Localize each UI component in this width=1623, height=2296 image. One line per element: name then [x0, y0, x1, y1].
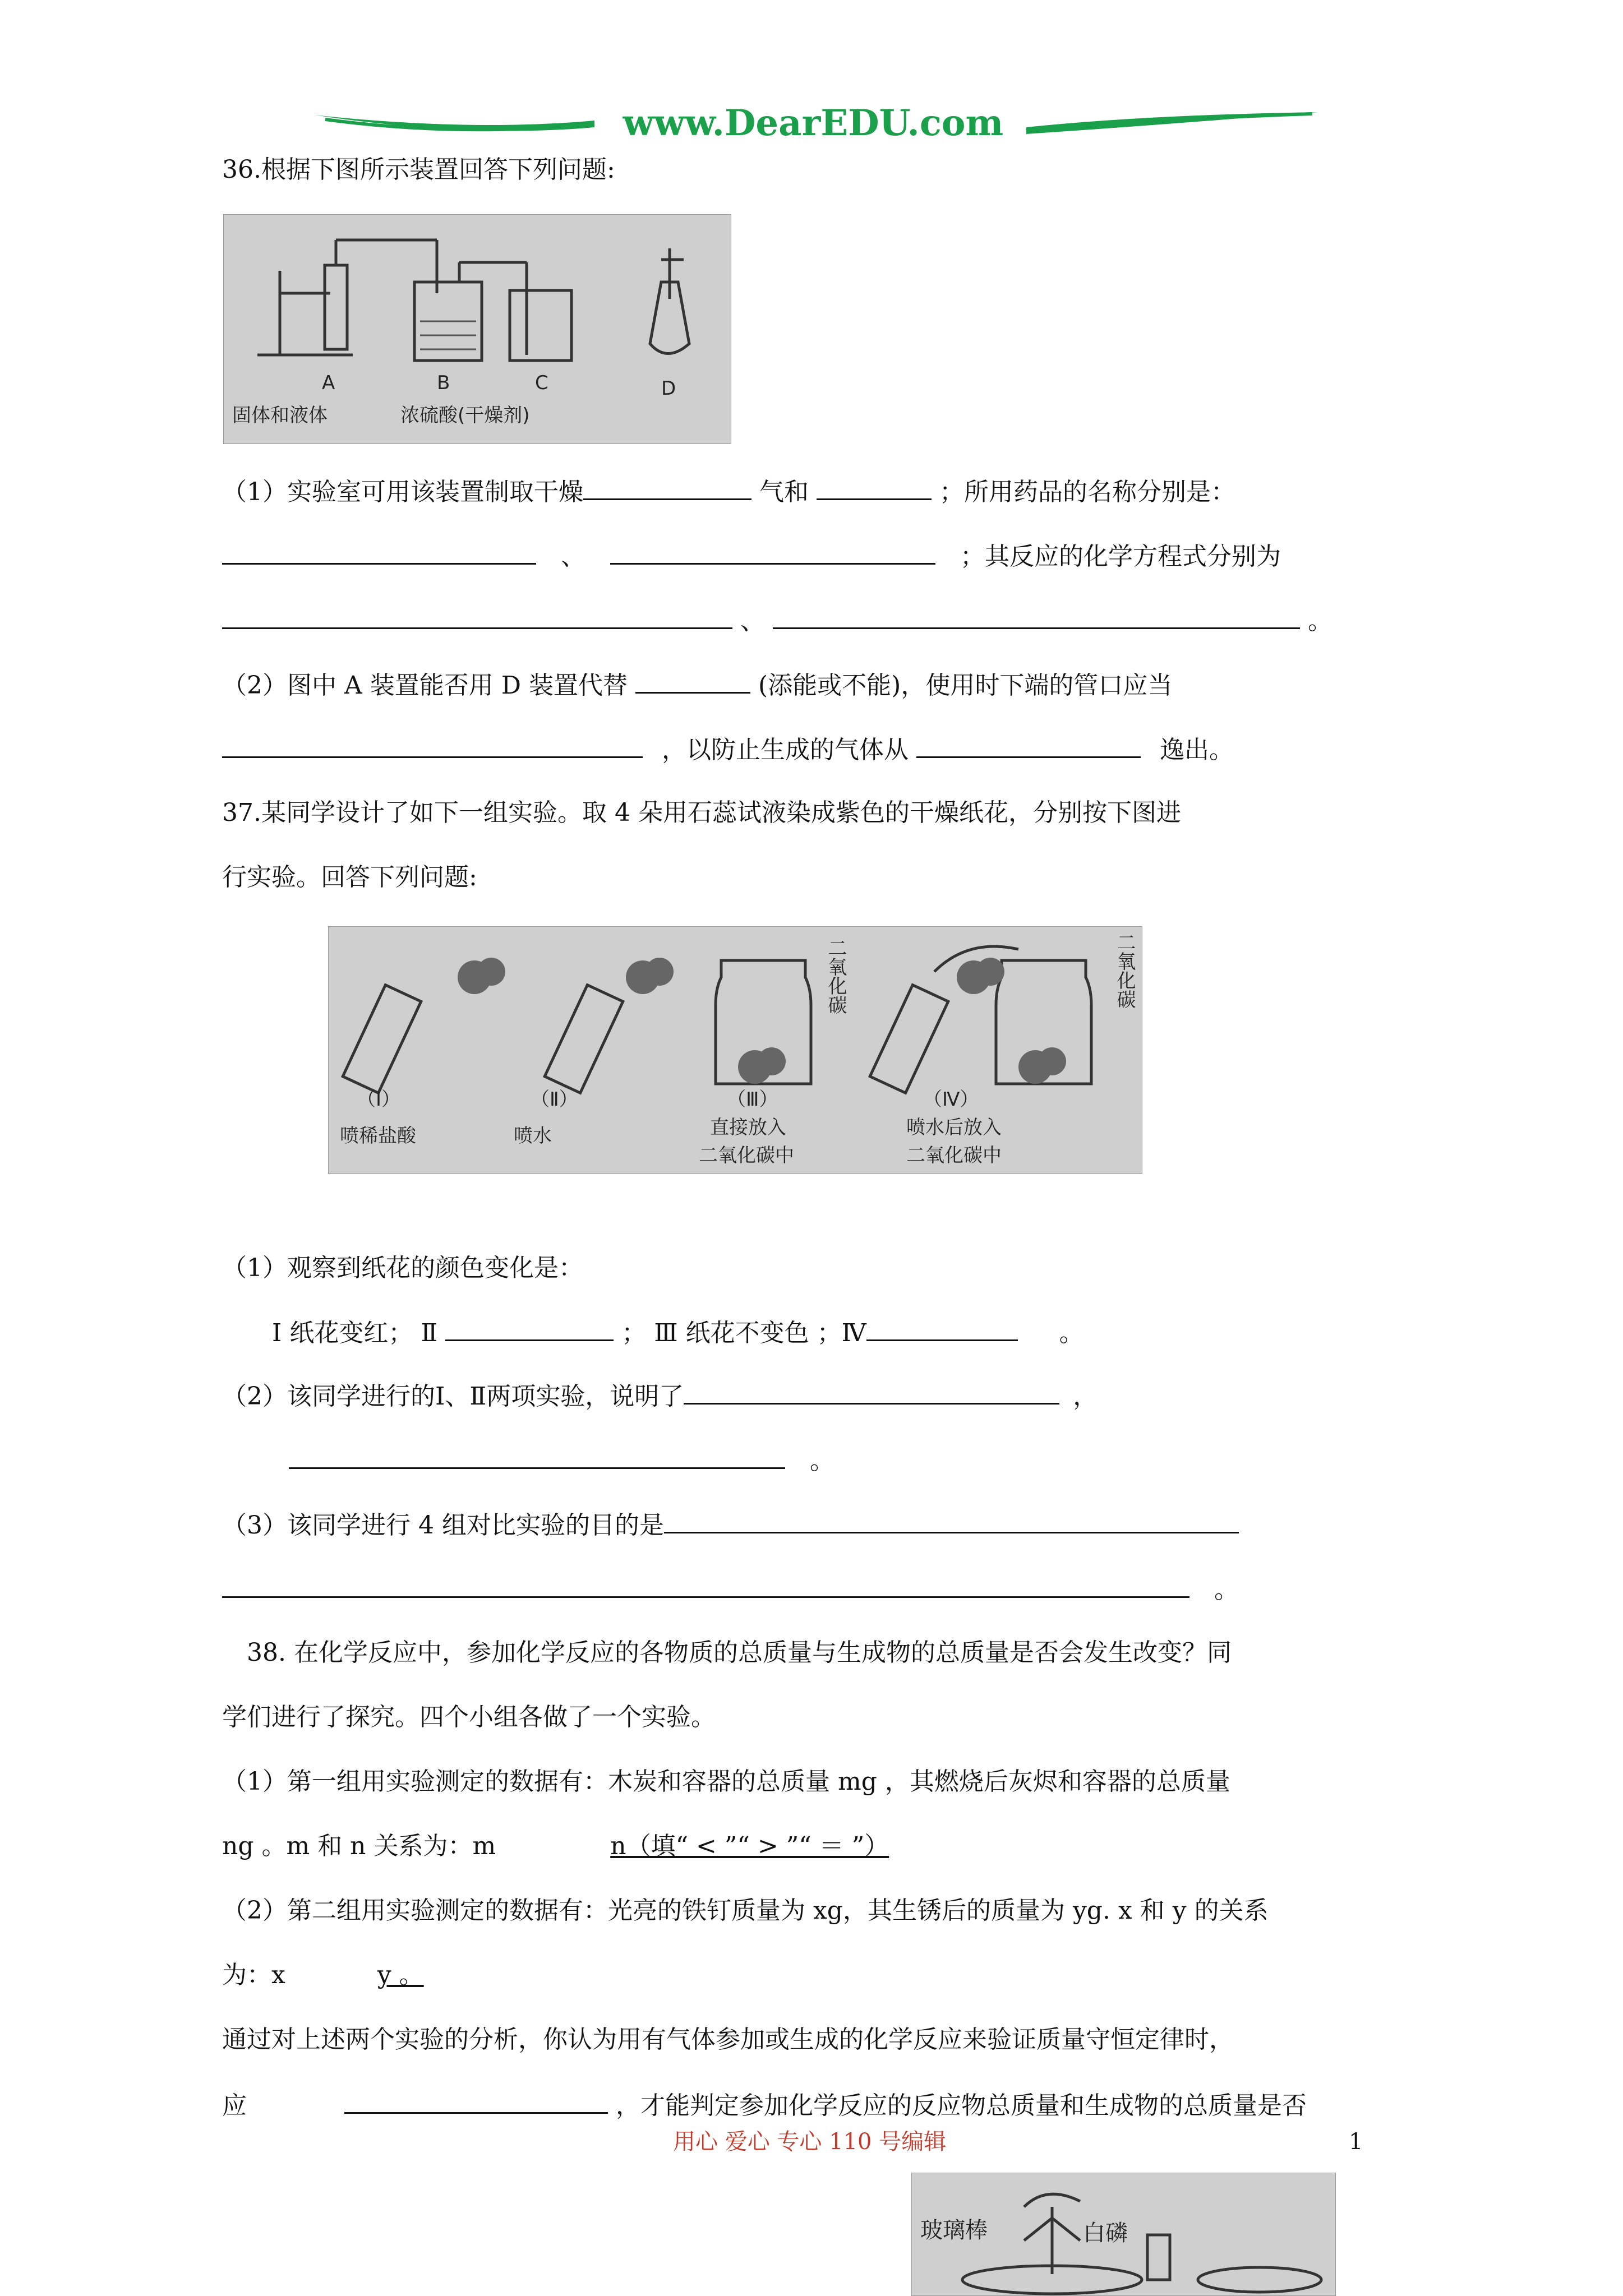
fig-caption-b: 浓硫酸(干燥剂): [400, 404, 530, 427]
q37-p3-line1: （3）该同学进行 4 组对比实验的目的是: [222, 1507, 1239, 1542]
answer-blank[interactable]: [222, 1572, 1189, 1598]
answer-blank[interactable]: [817, 474, 932, 500]
q37-p2-line2: 。: [289, 1443, 834, 1478]
q37-p3-line2: 。: [222, 1572, 1239, 1607]
q38-p2-line1: （2）第二组用实验测定的数据有：光亮的铁钉质量为 xg，其生锈后的质量为 yg. x 和 y 的关系: [222, 1896, 1269, 1925]
q36-stem: 36.根据下图所示装置回答下列问题:: [222, 155, 615, 184]
answer-blank[interactable]: [344, 2087, 608, 2114]
q36-apparatus-figure: [223, 214, 731, 444]
q38-p3-line2: 应 ，才能判定参加化学反应的反应物总质量和生成物的总质量是否: [222, 2087, 1307, 2123]
fig-label-white-phosphorus: 白磷: [1083, 2220, 1128, 2246]
page-number: 1: [1349, 2129, 1363, 2155]
q37-p1: （1）观察到纸花的颜色变化是：: [222, 1254, 583, 1282]
answer-blank[interactable]: [289, 1443, 785, 1469]
q36-p1-line2: 、 ；其反应的化学方程式分别为: [222, 538, 1281, 574]
q36-p1-line1: （1）实验室可用该装置制取干燥 气和 ；所用药品的名称分别是：: [222, 474, 1235, 509]
q37-stem-2: 行实验。回答下列问题:: [222, 863, 477, 891]
answer-blank[interactable]: [222, 732, 643, 758]
jar-label-co2-4: 二氧化碳: [1113, 932, 1136, 1009]
q38-p3-line1: 通过对上述两个实验的分析，你认为用有气体参加或生成的化学反应来验证质量守恒定律时，: [222, 2025, 1234, 2054]
fig-caption-iv-b: 二氧化碳中: [906, 1144, 1002, 1167]
fig-label-iv: （Ⅳ）: [923, 1088, 979, 1111]
q38-stem-1: 38. 在化学反应中，参加化学反应的各物质的总质量与生成物的总质量是否会发生改变？同: [247, 1638, 1232, 1667]
answer-blank[interactable]: [664, 1507, 1239, 1533]
answer-blank[interactable]: [583, 474, 751, 500]
answer-blank[interactable]: [866, 1315, 1018, 1341]
fig-caption-i: 喷稀盐酸: [340, 1125, 416, 1147]
answer-blank[interactable]: [773, 603, 1300, 629]
fig-label-d: D: [661, 377, 676, 400]
answer-blank[interactable]: [916, 732, 1141, 758]
fig-label-c: C: [535, 372, 548, 394]
q37-p1-answers: Ⅰ 纸花变红； Ⅱ ； Ⅲ 纸花不变色 ；Ⅳ 。: [272, 1315, 1084, 1350]
answer-blank[interactable]: [445, 1315, 614, 1341]
fig-caption-ii: 喷水: [514, 1125, 552, 1147]
q38-p2-line2: 为：x y 。: [222, 1961, 424, 1989]
fig-caption-iii-a: 直接放入: [710, 1116, 786, 1139]
answer-blank[interactable]: [635, 667, 750, 694]
answer-blank[interactable]: [222, 538, 536, 565]
q36-p2-line2: ，以防止生成的气体从 逸出。: [222, 732, 1234, 767]
q37-stem-1: 37.某同学设计了如下一组实验。取 4 朵用石蕊试液染成紫色的干燥纸花，分别按下图进: [222, 798, 1181, 827]
q37-paper-flower-figure: [328, 926, 1142, 1174]
answer-blank[interactable]: [610, 538, 935, 565]
fig-label-iii: （Ⅲ）: [727, 1088, 778, 1111]
fig-label-i: （Ⅰ）: [357, 1088, 401, 1111]
jar-label-co2-3: 二氧化碳: [824, 938, 847, 1014]
fig-label-b: B: [437, 372, 450, 394]
header-banner: [303, 98, 1329, 149]
q38-phosphorus-figure: [911, 2173, 1336, 2296]
q36-p1-line3: 、 。: [222, 603, 1332, 638]
fig-caption-iii-b: 二氧化碳中: [699, 1144, 794, 1167]
site-logo: www.DearEDU.com: [623, 102, 1004, 144]
q38-p1-line2: ng 。m 和 n 关系为：m n（填“ < ”“ > ”“ ＝ ”）: [222, 1832, 889, 1860]
fig-label-glass-rod: 玻璃棒: [920, 2218, 988, 2243]
fig-caption-iv-a: 喷水后放入: [906, 1116, 1002, 1139]
fig-caption-a: 固体和液体: [232, 404, 328, 427]
fig-label-a: A: [322, 372, 335, 394]
fig-label-ii: （Ⅱ）: [531, 1088, 578, 1111]
answer-blank[interactable]: [222, 603, 732, 629]
page-footer-text: 用心 爱心 专心 110 号编辑: [673, 2129, 947, 2155]
q37-p2-line1: （2）该同学进行的Ⅰ、Ⅱ两项实验，说明了 ，: [222, 1378, 1098, 1413]
q38-p1-line1: （1）第一组用实验测定的数据有：木炭和容器的总质量 mg ，其燃烧后灰烬和容器的总质量: [222, 1767, 1230, 1796]
answer-blank[interactable]: [684, 1378, 1059, 1405]
q38-stem-2: 学们进行了探究。四个小组各做了一个实验。: [222, 1703, 716, 1731]
q36-p2-line1: （2）图中 A 装置能否用 D 装置代替 (添能或不能)，使用时下端的管口应当: [222, 667, 1172, 703]
